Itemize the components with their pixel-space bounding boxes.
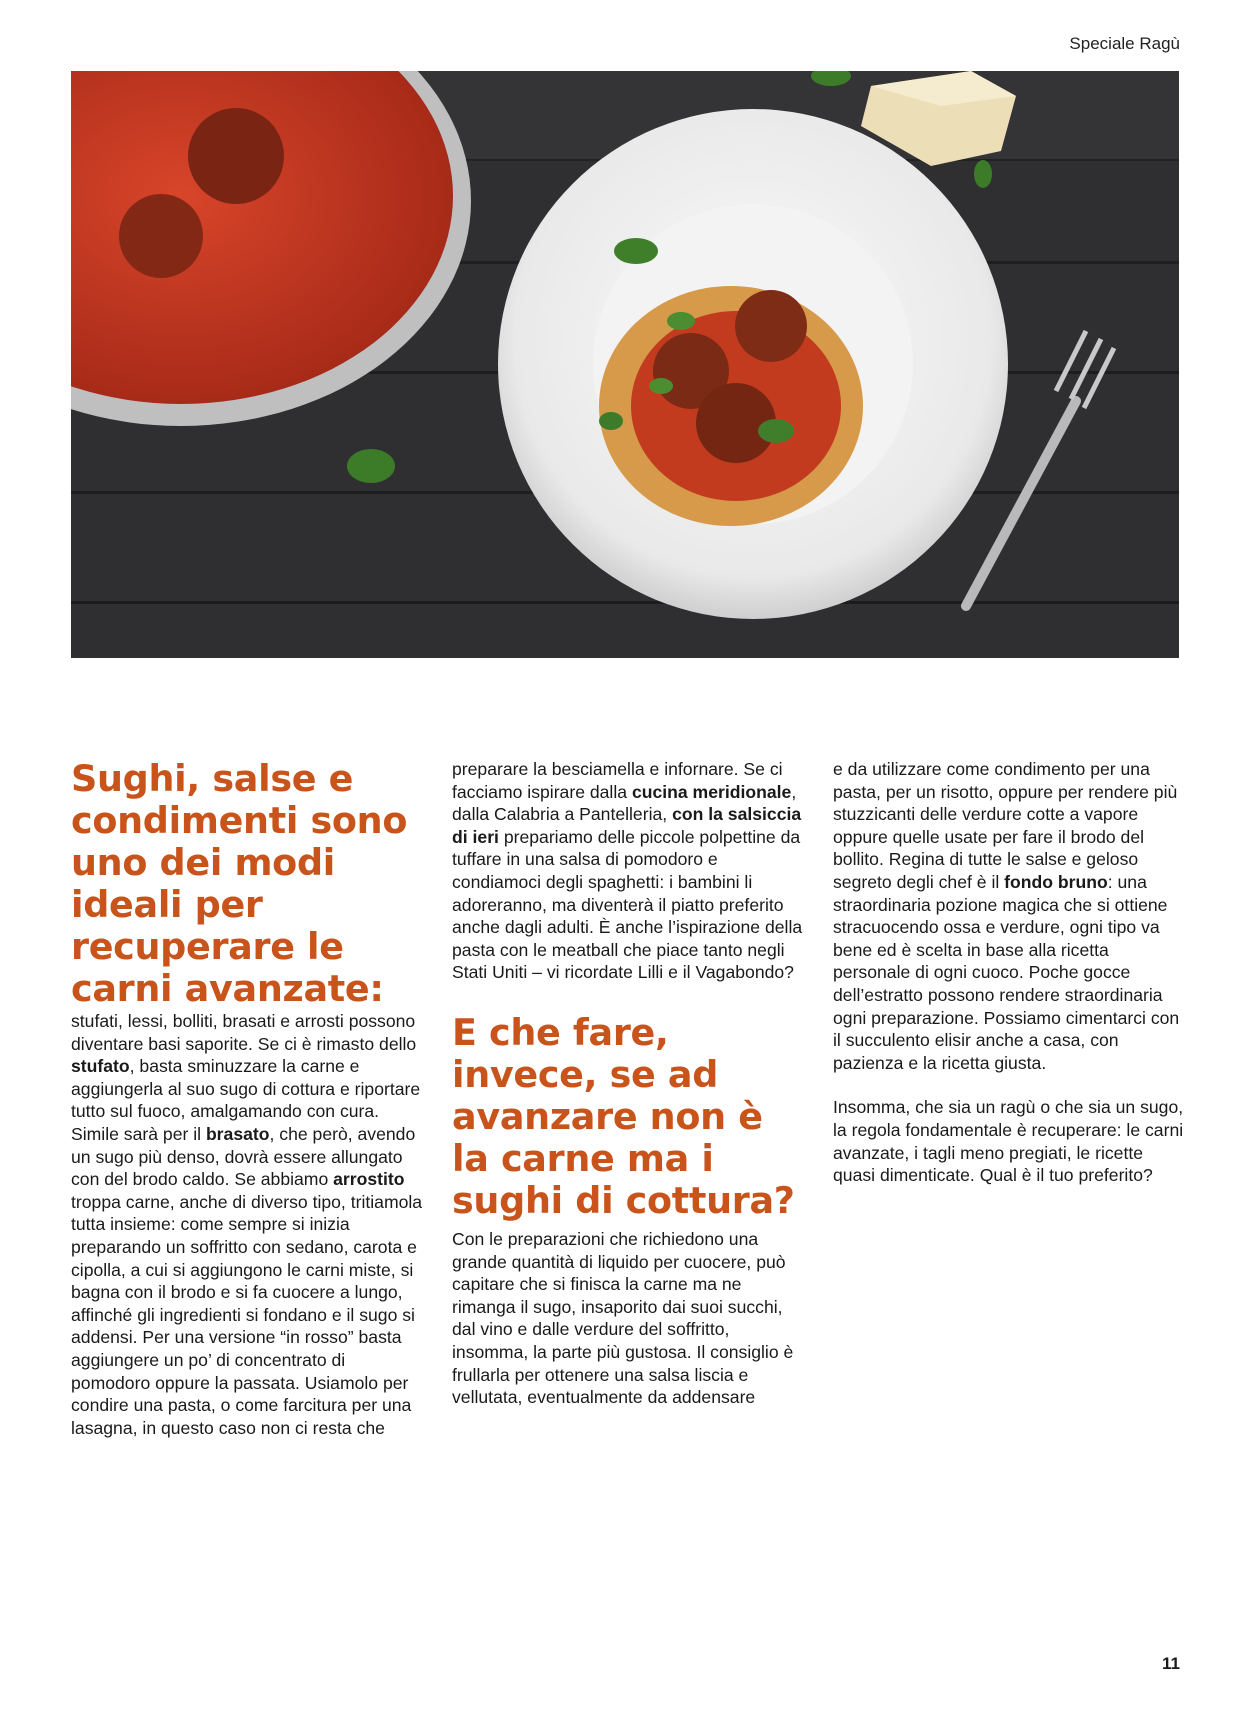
- page-number: 11: [1162, 1654, 1180, 1673]
- pasta-with-meatballs-photo: [71, 71, 1179, 658]
- headline-1: Sughi, salse e condimenti sono uno dei modi ideali per recuperare le carni avanzate:: [71, 757, 408, 1010]
- body-paragraph-1: stufati, lessi, bolliti, brasati e arrosti possono diventare basi saporite. Se ci è rimasto dello stufato, basta sminuzzare la carne e aggiungerla al suo sugo di cottura e riportare tutto sul fuoco, amalgamando con cura. Simile sarà per il brasato, che però, avendo un sugo più denso, dovrà essere allungato con del brodo caldo. Se abbiamo arrostito troppa carne, anche di diverso tipo, tritiamola tutta insieme: come sempre si inizia preparando un soffritto con sedano, carota e cipolla, a cui si aggiungono le carni miste, si bagna con il brodo e si fa cuocere a lungo, affinché gli ingredienti si fondano e il sugo si addensi. Per una versione “in rosso” basta aggiungere un po’ di concentrato di pomodoro oppure la passata. Usiamolo per condire una pasta, o come farcitura per una lasagna, in questo caso non ci resta che: [71, 1011, 423, 1438]
- column-2: [452, 758, 807, 1409]
- body-paragraph-3: Con le preparazioni che richiedono una grande quantità di liquido per cuocere, può capitare che si finisca la carne ma ne rimanga il sugo, insaporito dai suoi succhi, dal vino e dalle verdure del soffritto, insomma, la parte più gustosa. Il consiglio è frullarla per ottenere una salsa liscia e vellutata, eventualmente da addensare: [452, 1228, 794, 1408]
- section-label: Speciale Ragù: [1069, 34, 1180, 53]
- photo-illustration: [71, 71, 1179, 658]
- column-3: [833, 758, 1188, 1187]
- body-paragraph-4: e da utilizzare come condimento per una pasta, per un risotto, oppure per rendere più stuzzicanti delle verdure cotte a vapore oppure quelle usate per fare il brodo del bollito. Regina di tutte le salse e geloso segreto degli chef è il fondo bruno: una straordinaria pozione magica che si ottiene stracuocendo ossa e verdure, ogni tipo va bene ed è scelta in base alla ricetta personale di ogni cuoco. Poche gocce dell’estratto possono rendere straordinaria ogni preparazione. Possiamo cimentarci con il succulento elisir anche a casa, con pazienza e la ricetta giusta.: [833, 759, 1180, 1073]
- body-paragraph-2: preparare la besciamella e infornare. Se ci facciamo ispirare dalla cucina meridionale, dalla Calabria a Pantelleria, con la salsiccia di ieri prepariamo delle piccole polpettine da tuffare in una salsa di pomodoro e condiamoci degli spaghetti: i bambini li adoreranno, ma diventerà il piatto preferito anche dagli adulti. È anche l’ispirazione della pasta con le meatball che piace tanto negli Stati Uniti – vi ricordate Lilli e il Vagabondo?: [452, 759, 803, 983]
- column-1: [71, 758, 426, 1439]
- body-paragraph-5: Insomma, che sia un ragù o che sia un sugo, la regola fondamentale è recuperare: le carni avanzate, i tagli meno pregiati, le ricette quasi dimenticate. Qual è il tuo preferito?: [833, 1097, 1184, 1186]
- headline-2: E che fare, invece, se ad avanzare non è la carne ma i sughi di cottura?: [452, 1010, 795, 1222]
